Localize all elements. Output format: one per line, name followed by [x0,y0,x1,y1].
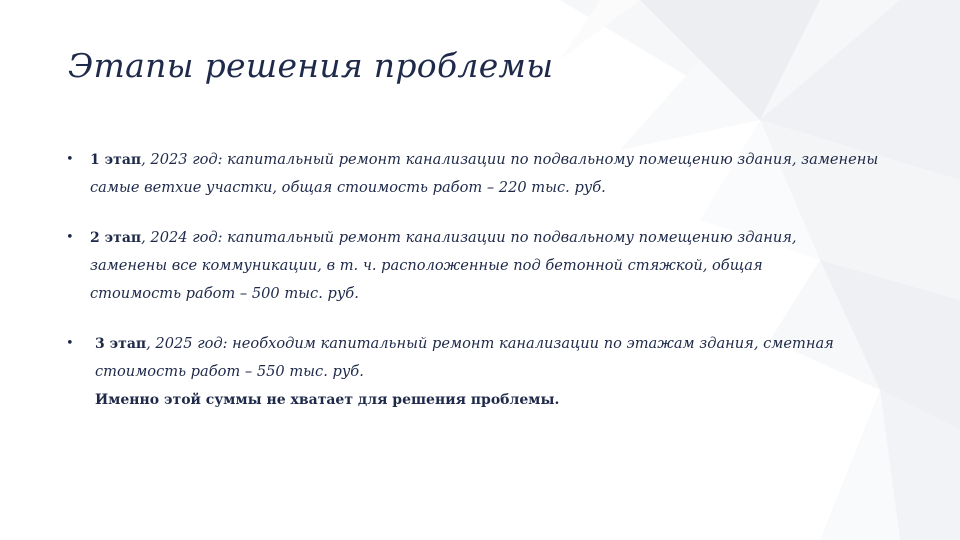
bullet-marker: • [66,152,74,167]
stage-3-description: , 2025 год: необходим капитальный ремонт канализации по этажам здания, сметная стоимость работ – 550 тыс. руб. [95,335,834,380]
stage-3-item [66,330,906,414]
stage-2-item [66,224,836,308]
slide-title: Этапы решения проблемы [68,46,554,85]
stage-1-text [66,146,886,202]
stage-2-text [66,224,836,308]
bullet-marker: • [66,336,74,351]
stage-1-label: 1 этап [90,152,142,168]
stage-2-label: 2 этап [90,230,142,246]
stage-2-description: , 2024 год: капитальный ремонт канализации по подвальному помещению здания, заменены все коммуникации, в т. ч. расположенные под бетонной стяжкой, общая стоимость работ – 500 тыс. руб. [90,229,797,302]
stage-3-text [66,330,906,414]
stage-1-description: , 2023 год: капитальный ремонт канализации по подвальному помещению здания, заменены самые ветхие участки, общая стоимость работ – 220 тыс. руб. [90,151,879,196]
bullet-marker: • [66,230,74,245]
stage-3-emphasis: Именно этой суммы не хватает для решения проблемы. [95,392,560,408]
stage-1-item [66,146,886,202]
stage-3-label: 3 этап [95,336,147,352]
